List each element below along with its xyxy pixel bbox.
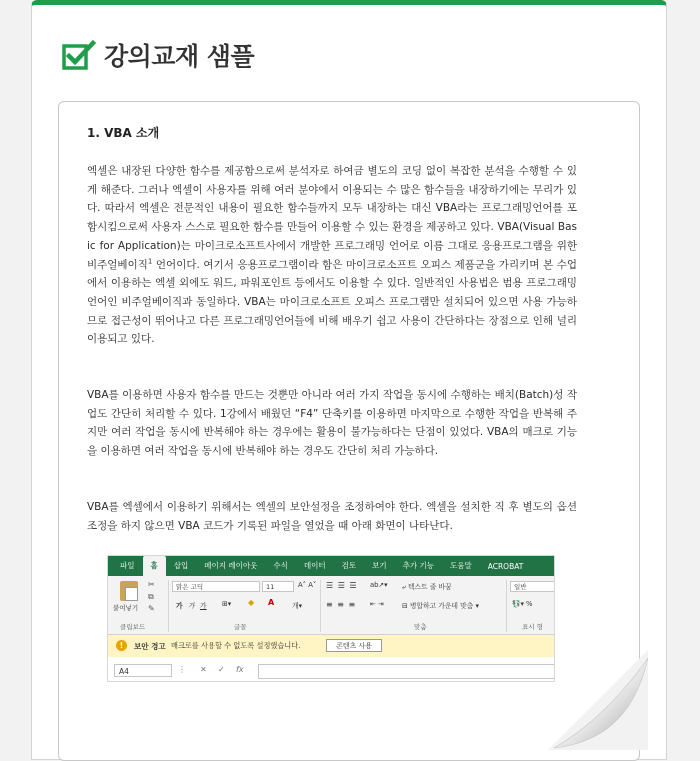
insert-function-icon[interactable]: fx [236,665,244,674]
enable-content-button[interactable]: 콘텐츠 사용 [326,639,382,652]
cut-icon[interactable]: ✂ [148,580,155,589]
excel-tab[interactable]: 검토 [341,561,357,570]
font-size-select[interactable]: 11 [262,581,294,592]
wrap-text-label: 텍스트 줄 바꿈 [407,583,452,591]
ribbon-divider [506,580,507,632]
security-warning-bar [108,635,554,658]
page-title: 강의교재 샘플 [104,42,255,71]
copy-icon[interactable]: ⧉ [148,592,154,601]
wrap-text-button[interactable]: ⤶ 텍스트 줄 바꿈 [402,583,452,591]
confirm-icon[interactable]: ✓ [218,665,225,674]
footnote-mark[interactable]: 1 [147,257,153,266]
paragraph-intro-part1: 엑셀은 내장된 다양한 함수를 제공함으로써 분석자로 하여금 별도의 코딩 없이 복잡한 분석을 수행할 수 있게 해준다. 그러나 엑셀이 사용자를 위해 여러 분야에서 이용되는 수 많은 함수들을 내장하기에는 무리가 있다. 따라서 엑셀은 전문적인 내용이 필요한 함수들까지 모두 내장하는 대신 VBA라는 프로그래밍언어를 포함시킴으로써 사용자 스스로 필요한 함수를 만들어 이용할 수 있는 환경을 제공하고 있다. VBA(Visual Basic for Application)는 마이크로소프트사에서 개발한 프로그래밍 언어로 이름 그대로 응용프로그램을 위한 비주얼베이직 [87,165,577,271]
align-horizontal-icons[interactable]: ≡ ≡ ≡ [326,600,357,609]
more-options-icon: ⋮ [178,665,186,674]
page-curl-icon [548,650,648,750]
fill-color-icon[interactable]: ◆ [248,598,255,607]
merge-center-label: 병합하고 가운데 맞춤 [409,602,474,610]
clipboard-group-label: 클립보드 [120,623,146,631]
paragraph-intro [87,162,577,349]
font-color-icon[interactable]: A [268,598,275,607]
excel-tab[interactable]: 페이지 레이아웃 [204,561,258,570]
warning-message: 매크로를 사용할 수 없도록 설정했습니다. [171,641,301,650]
font-name-select[interactable]: 맑은 고딕 [172,581,260,592]
number-format-select[interactable]: 일반 [510,581,555,592]
paragraph-security: VBA를 엑셀에서 이용하기 위해서는 엑셀의 보안설정을 조정하여야 한다. 엑셀을 설치한 직 후 별도의 옵션조정을 하지 않으면 VBA 코드가 기록된 파일을 열었을 때 아래 화면이 나타난다. [87,501,577,532]
warning-title: 보안 경고 [134,642,166,651]
formula-bar [108,657,554,682]
page-heading [62,35,254,75]
excel-screenshot [107,555,555,682]
warning-icon: ! [116,640,127,651]
cancel-icon[interactable]: ✕ [200,665,207,674]
excel-tab[interactable]: 도움말 [449,561,472,570]
formula-input[interactable] [258,664,555,679]
phonetic-icon[interactable]: 개▾ [292,602,302,610]
ribbon-divider [168,580,169,632]
excel-tab[interactable]: 홈 [143,556,166,576]
excel-tab[interactable]: ACROBAT [487,562,524,571]
document-page [31,0,667,760]
align-top-icons[interactable]: ☰ ☰ ☰ [326,581,358,590]
underline-button[interactable]: 가 [200,602,207,610]
excel-menu-bar [108,556,554,576]
clipboard-paste-icon[interactable] [120,581,138,601]
excel-tab[interactable]: 삽입 [173,561,189,570]
number-group-label: 표시 형 [522,623,543,631]
excel-ribbon [108,576,554,635]
paste-button-label[interactable]: 붙여넣기 [113,604,139,612]
accounting-format-icon[interactable]: 💱▾ % [512,600,533,608]
orientation-icon[interactable]: ab↗▾ [370,581,388,589]
paragraph-intro-part2: 언어이다. 여기서 응용프로그램이라 함은 마이크로소프트 오피스 제품군을 가리키며 본 수업에서 이용하는 엑셀 외에도 워드, 파워포인트 등에서도 이용할 수 있다. 일반적인 사용법은 범용 프로그래밍 언어인 비주얼베이직과 동일하다. VBA는 마이크로소프트 오피스 프로그램만 설치되어 있으면 사용 가능하므로 접근성이 뛰어나고 다른 프로그래밍언어들에 비해 배우기 쉽고 사용이 간단하다는 장점으로 인해 널리 이용되고 있다. [87,258,577,346]
format-painter-icon[interactable]: ✎ [148,604,155,613]
italic-button[interactable]: 가 [188,602,195,610]
bold-button[interactable]: 가 [176,602,183,610]
border-icon[interactable]: ⊞▾ [222,600,232,608]
name-box[interactable]: A4 [114,664,172,677]
excel-tab[interactable]: 파일 [120,561,135,570]
ribbon-divider [320,580,321,632]
font-group-label: 글꼴 [234,623,247,631]
section-title: 1. VBA 소개 [87,126,160,140]
excel-tab[interactable]: 추가 기능 [402,561,434,570]
excel-tab[interactable]: 보기 [372,561,387,570]
merge-center-button[interactable]: ⊟ 병합하고 가운데 맞춤 ▾ [402,602,479,610]
excel-tab[interactable]: 데이터 [303,561,326,570]
indent-icon[interactable]: ⇤ ⇥ [370,600,384,608]
checkbox-checked-icon [62,40,96,70]
font-size-grow-icon[interactable]: A˄ A˅ [298,581,317,589]
excel-tab[interactable]: 수식 [273,561,288,570]
alignment-group-label: 맞춤 [414,623,427,631]
paragraph-batch: VBA를 이용하면 사용자 함수를 만드는 것뿐만 아니라 여러 가지 작업을 동시에 수행하는 배치(Batch)성 작업도 간단히 처리할 수 있다. 1강에서 배웠던 “F4” 단축키를 이용하면 마지막으로 수행한 작업을 반복해 주지만 여러 작업을 동시에 반복해야 하는 경우에는 활용이 불가능하다는 단점이 있었다. VBA의 매크로 기능을 이용하면 여러 작업을 동시에 반복해야 하는 경우도 간단히 처리 가능하다. [87,389,577,458]
